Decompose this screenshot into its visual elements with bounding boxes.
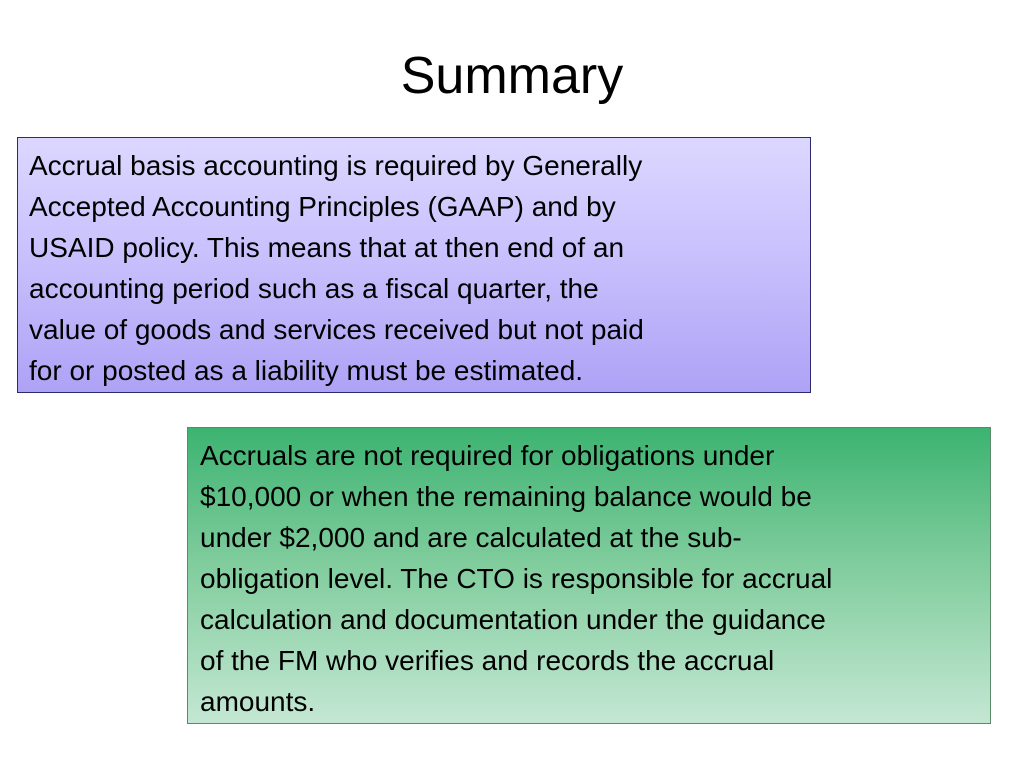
accrual-basis-text-box: Accrual basis accounting is required by Generally Accepted Accounting Principles (GAAP) and by USAID policy. This means that at then end of an accounting period such as a fiscal quarter, the value of goods and services received but not paid for or posted as a liability must be estimated. xyxy=(17,137,811,393)
slide-title: Summary xyxy=(400,47,624,105)
accrual-requirements-text-box: Accruals are not required for obligations under $10,000 or when the remaining balance would be under $2,000 and are calculated at the sub- obligation level. The CTO is responsible for accrual calculation and documentation under the guidance of the FM who verifies and records the accrual amounts. xyxy=(187,427,991,724)
